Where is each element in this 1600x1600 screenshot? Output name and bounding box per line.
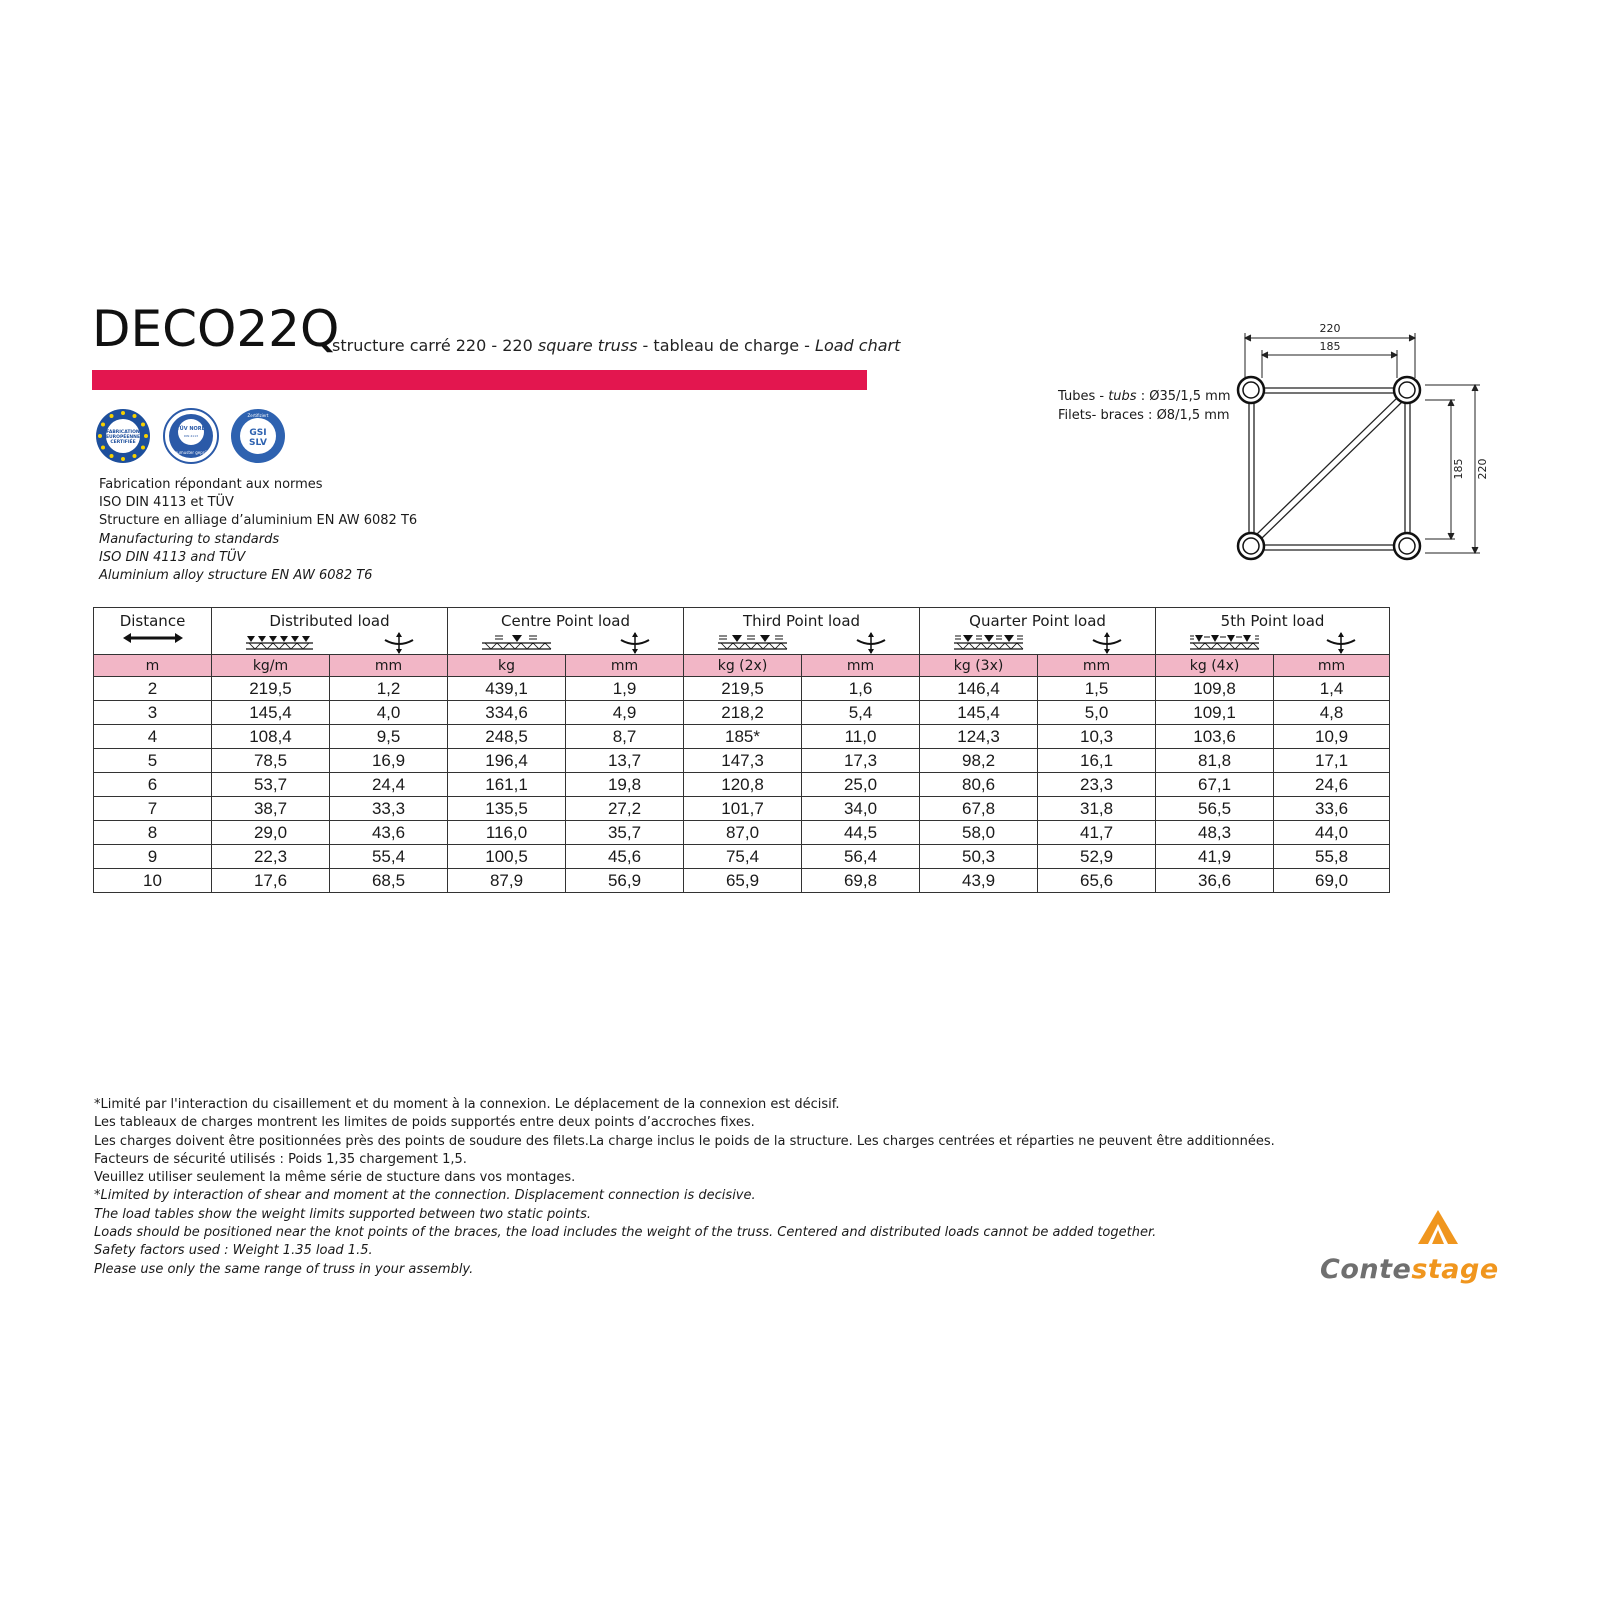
value-cell: 101,7 xyxy=(684,797,802,821)
unit-cell: mm xyxy=(1274,655,1390,677)
value-cell: 78,5 xyxy=(212,749,330,773)
header-label: Third Point load xyxy=(742,612,861,630)
page-title: DECO22Q xyxy=(92,300,340,358)
note-en: Loads should be positioned near the knot points of the braces, the load includes the weight of the truss. Centered and distributed loads cannot be added together. xyxy=(94,1225,1157,1241)
desc-line: Fabrication répondant aux normes xyxy=(99,477,323,492)
value-cell: 1,5 xyxy=(1038,677,1156,701)
deflection-icon xyxy=(384,632,414,654)
value-cell: 439,1 xyxy=(448,677,566,701)
value-cell: 55,8 xyxy=(1274,845,1390,869)
third-point-load-icon xyxy=(717,634,789,652)
value-cell: 145,4 xyxy=(920,701,1038,725)
subtitle-fr-1: structure carré 220 - 220 xyxy=(332,336,538,355)
note-fr: *Limité par l'interaction du cisaillement et du moment à la connexion. Le déplacement de la connexion est décisif. xyxy=(94,1097,840,1112)
header-label: Quarter Point load xyxy=(969,612,1106,630)
deflection-icon xyxy=(620,632,650,654)
dim-outer-top: 220 xyxy=(1319,322,1341,335)
value-cell: 56,9 xyxy=(566,869,684,893)
value-cell: 17,1 xyxy=(1274,749,1390,773)
value-cell: 75,4 xyxy=(684,845,802,869)
unit-cell: mm xyxy=(1038,655,1156,677)
table-row xyxy=(94,797,1390,821)
value-cell: 69,8 xyxy=(802,869,920,893)
value-cell: 65,9 xyxy=(684,869,802,893)
note-en: *Limited by interaction of shear and moment at the connection. Displacement connection is decisive. xyxy=(94,1188,756,1204)
unit-cell: mm xyxy=(566,655,684,677)
svg-text:GSI: GSI xyxy=(249,428,267,438)
value-cell: 56,4 xyxy=(802,845,920,869)
value-cell: 24,4 xyxy=(330,773,448,797)
tuv-nord-badge-icon xyxy=(163,408,219,464)
value-cell: 9,5 xyxy=(330,725,448,749)
subtitle-en-2: Load chart xyxy=(815,336,901,355)
value-cell: 1,9 xyxy=(566,677,684,701)
tubes-spec xyxy=(1058,388,1231,407)
note-en: The load tables show the weight limits supported between two static points. xyxy=(94,1206,592,1222)
deflection-icon xyxy=(1326,632,1356,654)
unit-cell: kg/m xyxy=(212,655,330,677)
value-cell: 29,0 xyxy=(212,821,330,845)
header-distance xyxy=(94,608,212,655)
value-cell: 87,9 xyxy=(448,869,566,893)
value-cell: 22,3 xyxy=(212,845,330,869)
value-cell: 41,7 xyxy=(1038,821,1156,845)
distance-cell: 4 xyxy=(94,725,212,749)
value-cell: 56,5 xyxy=(1156,797,1274,821)
standards-description xyxy=(99,476,417,585)
value-cell: 145,4 xyxy=(212,701,330,725)
value-cell: 45,6 xyxy=(566,845,684,869)
value-cell: 53,7 xyxy=(212,773,330,797)
table-row xyxy=(94,749,1390,773)
value-cell: 36,6 xyxy=(1156,869,1274,893)
value-cell: 33,6 xyxy=(1274,797,1390,821)
value-cell: 24,6 xyxy=(1274,773,1390,797)
note-fr: Veuillez utiliser seulement la même série de stucture dans vos montages. xyxy=(94,1170,576,1186)
desc-line: Structure en alliage d’aluminium EN AW 6082 T6 xyxy=(99,513,418,529)
note-fr: Les charges doivent être positionnées près des points de soudure des filets.La charge inclus le poids de la structure. Les charges centrées et réparties ne peuvent être additionnées. xyxy=(94,1133,1275,1149)
distance-cell: 10 xyxy=(94,869,212,893)
value-cell: 17,6 xyxy=(212,869,330,893)
svg-text:FABRICATION: FABRICATION xyxy=(106,430,140,435)
value-cell: 109,8 xyxy=(1156,677,1274,701)
unit-cell: m xyxy=(94,655,212,677)
value-cell: 35,7 xyxy=(566,821,684,845)
distance-cell: 5 xyxy=(94,749,212,773)
value-cell: 48,3 xyxy=(1156,821,1274,845)
note-fr: Facteurs de sécurité utilisés : Poids 1,35 chargement 1,5. xyxy=(94,1151,467,1167)
header-distributed-load xyxy=(212,608,448,655)
header-5th-point-load xyxy=(1156,608,1390,655)
contestage-wordmark: Contestage xyxy=(1320,1254,1499,1285)
table-row xyxy=(94,773,1390,797)
desc-line: ISO DIN 4113 et TÜV xyxy=(99,495,234,511)
distance-cell: 9 xyxy=(94,845,212,869)
unit-cell: kg (3x) xyxy=(920,655,1038,677)
value-cell: 11,0 xyxy=(802,725,920,749)
value-cell: 67,8 xyxy=(920,797,1038,821)
header-label: Centre Point load xyxy=(501,612,631,630)
value-cell: 8,7 xyxy=(566,725,684,749)
header-quarter-point-load xyxy=(920,608,1156,655)
value-cell: 218,2 xyxy=(684,701,802,725)
desc-line: ISO DIN 4113 and TÜV xyxy=(99,549,246,565)
value-cell: 116,0 xyxy=(448,821,566,845)
load-chart-table xyxy=(93,607,1390,893)
value-cell: 146,4 xyxy=(920,677,1038,701)
value-cell: 4,0 xyxy=(330,701,448,725)
distance-cell: 6 xyxy=(94,773,212,797)
value-cell: 16,9 xyxy=(330,749,448,773)
value-cell: 67,1 xyxy=(1156,773,1274,797)
value-cell: 185* xyxy=(684,725,802,749)
distributed-load-icon xyxy=(245,634,317,652)
table-body xyxy=(94,677,1390,893)
note-en: Please use only the same range of truss in your assembly. xyxy=(94,1261,474,1277)
value-cell: 34,0 xyxy=(802,797,920,821)
value-cell: 4,9 xyxy=(566,701,684,725)
value-cell: 55,4 xyxy=(330,845,448,869)
table-row xyxy=(94,845,1390,869)
dim-outer-side: 220 xyxy=(1476,458,1489,480)
fifth-point-load-icon xyxy=(1189,634,1261,652)
svg-text:Baumuster geprüft: Baumuster geprüft xyxy=(172,450,210,455)
value-cell: 248,5 xyxy=(448,725,566,749)
value-cell: 19,8 xyxy=(566,773,684,797)
distance-cell: 2 xyxy=(94,677,212,701)
svg-text:SLV: SLV xyxy=(249,438,267,448)
quarter-point-load-icon xyxy=(953,634,1025,652)
tubes-label: Tubes - xyxy=(1058,389,1109,404)
unit-cell: kg (2x) xyxy=(684,655,802,677)
value-cell: 25,0 xyxy=(802,773,920,797)
deflection-icon xyxy=(1092,632,1122,654)
value-cell: 219,5 xyxy=(684,677,802,701)
value-cell: 87,0 xyxy=(684,821,802,845)
dim-inner-side: 185 xyxy=(1452,458,1465,480)
value-cell: 13,7 xyxy=(566,749,684,773)
distance-cell: 3 xyxy=(94,701,212,725)
table-row xyxy=(94,677,1390,701)
value-cell: 41,9 xyxy=(1156,845,1274,869)
header-label: Distance xyxy=(119,612,186,630)
value-cell: 58,0 xyxy=(920,821,1038,845)
value-cell: 10,9 xyxy=(1274,725,1390,749)
value-cell: 5,0 xyxy=(1038,701,1156,725)
value-cell: 109,1 xyxy=(1156,701,1274,725)
value-cell: 68,5 xyxy=(330,869,448,893)
value-cell: 1,2 xyxy=(330,677,448,701)
value-cell: 147,3 xyxy=(684,749,802,773)
value-cell: 43,6 xyxy=(330,821,448,845)
note-fr: Les tableaux de charges montrent les limites de poids supportés entre deux points d’accroches fixes. xyxy=(94,1115,755,1131)
value-cell: 52,9 xyxy=(1038,845,1156,869)
value-cell: 80,6 xyxy=(920,773,1038,797)
svg-text:TÜV NORD: TÜV NORD xyxy=(176,426,206,432)
value-cell: 196,4 xyxy=(448,749,566,773)
contestage-logo xyxy=(1320,1210,1520,1285)
header-centre-point-load xyxy=(448,608,684,655)
value-cell: 44,0 xyxy=(1274,821,1390,845)
table-group-header-row xyxy=(94,608,1390,655)
desc-line: Aluminium alloy structure EN AW 6082 T6 xyxy=(99,568,373,584)
value-cell: 81,8 xyxy=(1156,749,1274,773)
centre-point-load-icon xyxy=(481,634,553,652)
unit-cell: kg (4x) xyxy=(1156,655,1274,677)
value-cell: 5,4 xyxy=(802,701,920,725)
value-cell: 69,0 xyxy=(1274,869,1390,893)
header-label: Distributed load xyxy=(269,612,390,630)
unit-cell: mm xyxy=(330,655,448,677)
svg-text:Zertifiziert: Zertifiziert xyxy=(247,413,269,418)
table-row xyxy=(94,725,1390,749)
value-cell: 16,1 xyxy=(1038,749,1156,773)
value-cell: 161,1 xyxy=(448,773,566,797)
value-cell: 10,3 xyxy=(1038,725,1156,749)
gsi-slv-badge-icon xyxy=(230,408,286,464)
value-cell: 38,7 xyxy=(212,797,330,821)
value-cell: 44,5 xyxy=(802,821,920,845)
distance-arrow-icon xyxy=(123,632,183,644)
value-cell: 1,6 xyxy=(802,677,920,701)
value-cell: 334,6 xyxy=(448,701,566,725)
distance-cell: 8 xyxy=(94,821,212,845)
value-cell: 98,2 xyxy=(920,749,1038,773)
tube-specs xyxy=(1058,388,1231,425)
page-subtitle xyxy=(332,336,900,355)
table-row xyxy=(94,701,1390,725)
table-row xyxy=(94,869,1390,893)
truss-cross-section-diagram xyxy=(1235,318,1520,573)
unit-cell: kg xyxy=(448,655,566,677)
value-cell: 50,3 xyxy=(920,845,1038,869)
note-en: Safety factors used : Weight 1.35 load 1.5. xyxy=(94,1243,373,1259)
value-cell: 124,3 xyxy=(920,725,1038,749)
value-cell: 31,8 xyxy=(1038,797,1156,821)
svg-text:DIN 4113: DIN 4113 xyxy=(183,434,199,438)
unit-cell: mm xyxy=(802,655,920,677)
desc-line: Manufacturing to standards xyxy=(99,531,280,547)
subtitle-fr-2: - tableau de charge - xyxy=(637,336,816,355)
tubes-value: : Ø35/1,5 mm xyxy=(1136,389,1231,404)
value-cell: 23,3 xyxy=(1038,773,1156,797)
contestage-triangle-icon xyxy=(1418,1210,1458,1246)
title-accent-bar xyxy=(92,370,867,390)
value-cell: 1,4 xyxy=(1274,677,1390,701)
header-label: 5th Point load xyxy=(1220,612,1325,630)
value-cell: 100,5 xyxy=(448,845,566,869)
value-cell: 120,8 xyxy=(684,773,802,797)
value-cell: 219,5 xyxy=(212,677,330,701)
header-third-point-load xyxy=(684,608,920,655)
value-cell: 4,8 xyxy=(1274,701,1390,725)
value-cell: 135,5 xyxy=(448,797,566,821)
value-cell: 17,3 xyxy=(802,749,920,773)
value-cell: 27,2 xyxy=(566,797,684,821)
value-cell: 33,3 xyxy=(330,797,448,821)
tubes-label-en: tubs xyxy=(1108,389,1137,404)
deflection-icon xyxy=(856,632,886,654)
braces-spec: Filets- braces : Ø8/1,5 mm xyxy=(1058,407,1230,423)
dim-inner-top: 185 xyxy=(1319,340,1341,353)
value-cell: 108,4 xyxy=(212,725,330,749)
footnotes xyxy=(94,1096,1275,1279)
svg-text:EUROPÉENNE: EUROPÉENNE xyxy=(105,435,141,440)
distance-cell: 7 xyxy=(94,797,212,821)
value-cell: 43,9 xyxy=(920,869,1038,893)
table-units-row xyxy=(94,655,1390,677)
svg-text:CERTIFIÉE: CERTIFIÉE xyxy=(110,440,136,445)
table-row xyxy=(94,821,1390,845)
subtitle-en-1: square truss xyxy=(537,336,638,355)
value-cell: 103,6 xyxy=(1156,725,1274,749)
fabrication-europeenne-certifiee-badge-icon xyxy=(95,408,151,464)
value-cell: 65,6 xyxy=(1038,869,1156,893)
